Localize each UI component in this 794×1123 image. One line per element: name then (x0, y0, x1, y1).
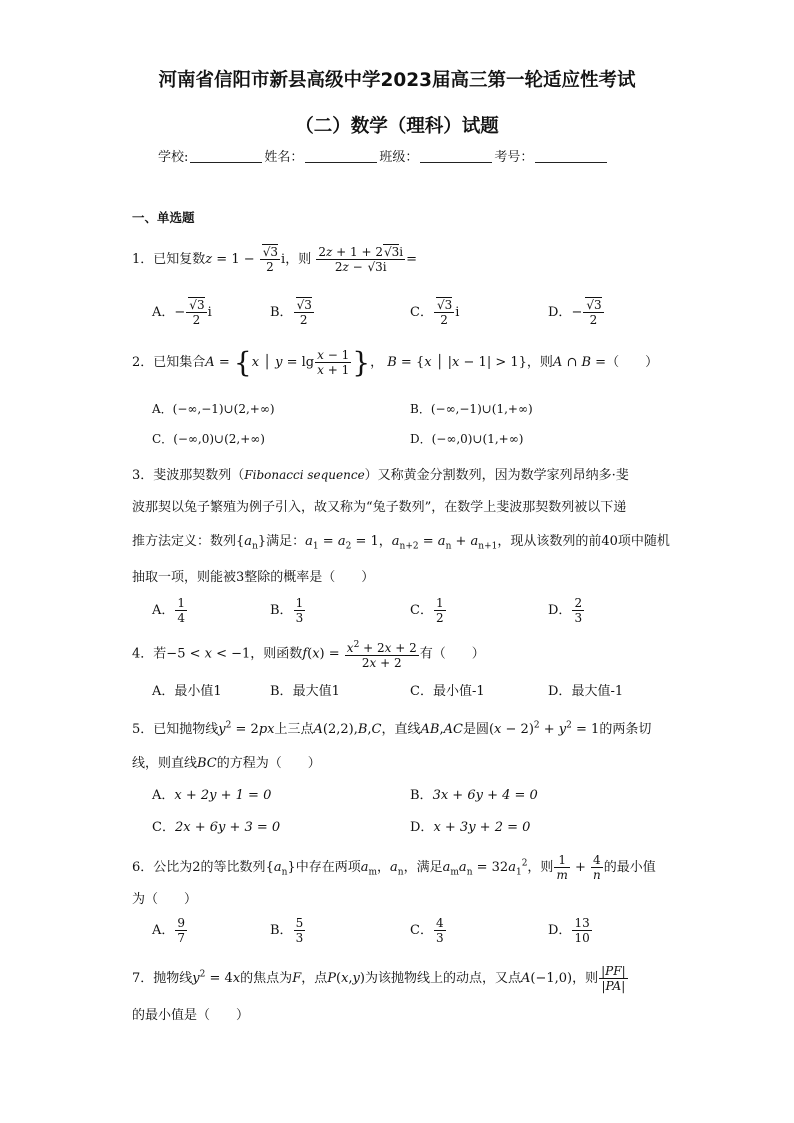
exam-title-line1: 河南省信阳市新县高级中学2023届高三第一轮适应性考试 (158, 70, 636, 91)
question-6-line2: 为（ ） (132, 892, 198, 907)
question-4: 4．若−5 < x < −1，则函数f(x) = $\frac{x^2 + 2x + 2}{2x + 2}$ 有（ ） (132, 640, 485, 670)
exam-no-blank (535, 152, 607, 163)
q1-option-c[interactable]: C． √ $\frac{3}{2}$ i (410, 298, 459, 327)
q2-option-d[interactable]: D．(−∞,0)∪(1,+∞) (410, 432, 524, 446)
q5-option-c[interactable]: C．2x + 6y + 3 = 0 (152, 820, 281, 835)
question-7-line1: 7．抛物线$y^2 = 4x$的焦点为F，点P(x,y)为该抛物线上的动点，又点A(−1,0)，则 $\frac{|PF|}{|PA|}$ (132, 964, 626, 993)
question-7-line2: 的最小值是（ ） (132, 1008, 250, 1023)
class-blank (420, 152, 492, 163)
q1-option-d[interactable]: D．− √ $\frac{3}{2}$ (548, 298, 605, 327)
q6-option-a[interactable]: A． $\frac{9}{7}$ (152, 916, 186, 945)
q5-option-d[interactable]: D．x + 3y + 2 = 0 (410, 820, 531, 835)
q4-option-c[interactable]: C．最小值-1 (410, 684, 485, 699)
question-2: 2．已知集合A = {x │ y = lg $\frac{x - 1}{x + 1}$ }， B = {x │ |x − 1| > 1}，则A ∩ B =（ ） (132, 346, 659, 379)
q4-option-d[interactable]: D．最大值-1 (548, 684, 624, 699)
q6-option-b[interactable]: B． $\frac{5}{3}$ (270, 916, 304, 945)
question-3-line3: 推方法定义：数列$\{a_n\}$满足：$a_1 = a_2 = 1$，$a_{n+2} = a_n + a_{n+1}$，现从该数列的前40项中随机 (132, 534, 670, 552)
school-label: 学校: (158, 150, 189, 165)
question-6-line1: 6．公比为2的等比数列$\{a_n\}$中存在两项$a_m$，$a_n$，满足$a_ma_n = 32a_1^2$，则 $\frac{1}{m}$ + $\frac{4}{n}$ 的最小值 (132, 853, 656, 882)
school-blank (190, 152, 262, 163)
q6-option-c[interactable]: C． $\frac{4}{3}$ (410, 916, 444, 945)
q5-option-b[interactable]: B．3x + 6y + 4 = 0 (410, 788, 538, 803)
q2-option-b[interactable]: B．(−∞,−1)∪(1,+∞) (410, 402, 533, 416)
q3-option-c[interactable]: C． $\frac{1}{2}$ (410, 596, 444, 625)
q1-option-a[interactable]: A．− √ $\frac{3}{2}$ i (152, 298, 212, 327)
question-1: 1．已知复数z = 1 − √ $\frac{3}{2}$ i，则 $\frac{2z + 1 + 2√ 3i}{2z - √ 3i}$ = (132, 245, 417, 274)
question-3-line2: 波那契以兔子繁殖为例子引入，故又称为“兔子数列”，在数学上斐波那契数列被以下递 (132, 500, 627, 515)
name-blank (305, 152, 377, 163)
q4-option-b[interactable]: B．最大值1 (270, 684, 340, 699)
question-3-line1: 3．斐波那契数列（Fibonacci sequence）又称黄金分割数列，因为数学家列昂纳多·斐 (132, 468, 629, 483)
q5-option-a[interactable]: A．x + 2y + 1 = 0 (152, 788, 272, 803)
q3-option-a[interactable]: A． $\frac{1}{4}$ (152, 596, 186, 625)
q1-text-mid: ，则 (285, 252, 312, 267)
q1-option-b[interactable]: B． √ $\frac{3}{2}$ (270, 298, 315, 327)
q3-option-d[interactable]: D． $\frac{2}{3}$ (548, 596, 583, 625)
q6-option-d[interactable]: D． $\frac{13}{10}$ (548, 916, 590, 945)
q3-option-b[interactable]: B． $\frac{1}{3}$ (270, 596, 304, 625)
student-info-row (158, 146, 609, 165)
exam-no-label: 考号： (494, 150, 534, 165)
q2-option-a[interactable]: A．(−∞,−1)∪(2,+∞) (152, 402, 275, 416)
q1-text-end: = (406, 252, 418, 267)
class-label: 班级： (379, 150, 419, 165)
section-heading: 一、单选题 (132, 210, 195, 225)
q1-text: 已知复数 (153, 252, 206, 267)
question-3-line4: 抽取一项，则能被3整除的概率是（ ） (132, 570, 375, 585)
question-5-line1: 5．已知抛物线$y^2 = 2px$上三点A(2,2),B,C，直线AB,AC是圆$(x - 2)^2 + y^2 = 1$的两条切 (132, 720, 652, 737)
q1-number: 1． (132, 252, 154, 267)
question-5-line2: 线，则直线BC的方程为（ ） (132, 756, 321, 771)
name-label: 姓名： (264, 150, 304, 165)
q4-option-a[interactable]: A．最小值1 (152, 684, 222, 699)
exam-title-line2: （二）数学（理科）试题 (295, 116, 499, 137)
q2-option-c[interactable]: C．(−∞,0)∪(2,+∞) (152, 432, 265, 446)
